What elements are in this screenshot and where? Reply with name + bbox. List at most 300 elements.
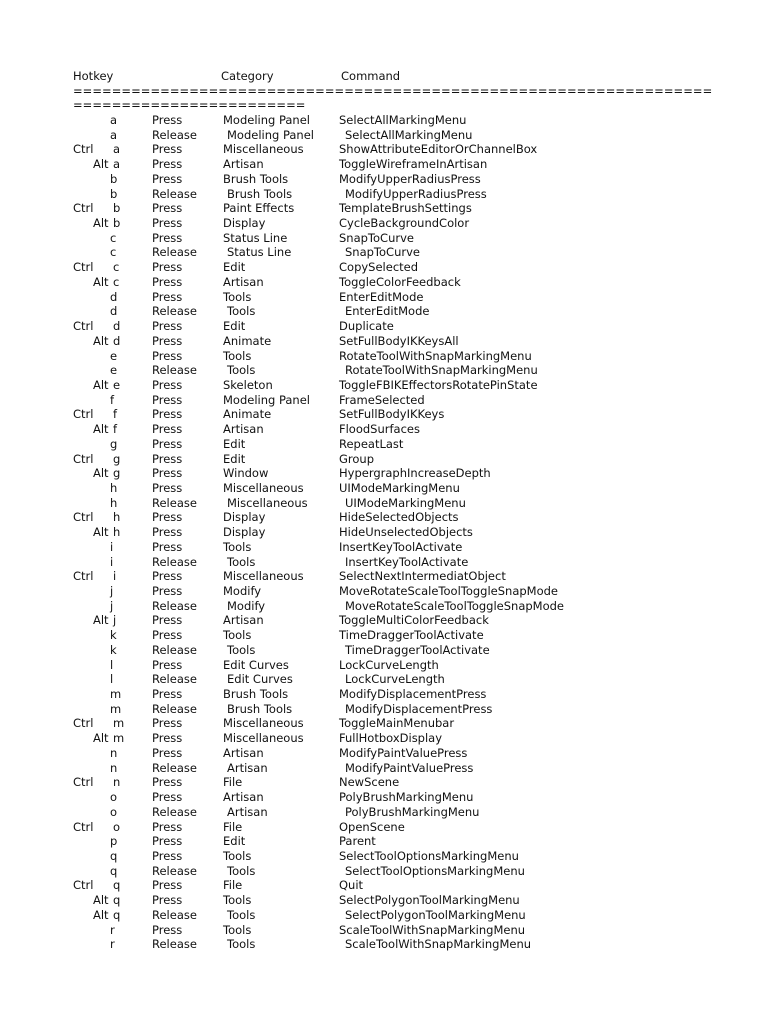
category-cell: Artisan bbox=[227, 804, 268, 819]
action-cell: Release bbox=[152, 907, 197, 922]
category-cell: Artisan bbox=[223, 274, 264, 289]
modifier-cell: Alt bbox=[93, 216, 109, 231]
action-cell: Press bbox=[152, 436, 183, 451]
key-cell: j bbox=[113, 613, 117, 628]
action-cell: Release bbox=[152, 186, 197, 201]
table-row bbox=[0, 761, 768, 776]
category-cell: Display bbox=[223, 525, 266, 540]
command-cell: FloodSurfaces bbox=[339, 422, 420, 437]
command-cell: SelectPolygonToolMarkingMenu bbox=[345, 907, 526, 922]
command-cell: OpenScene bbox=[339, 819, 405, 834]
key-cell: b bbox=[110, 186, 118, 201]
table-row bbox=[0, 849, 768, 864]
table-row bbox=[0, 687, 768, 702]
table-row bbox=[0, 393, 768, 408]
key-cell: n bbox=[110, 760, 118, 775]
table-row bbox=[0, 407, 768, 422]
action-cell: Release bbox=[152, 554, 197, 569]
category-cell: Modeling Panel bbox=[227, 127, 314, 142]
action-cell: Press bbox=[152, 333, 183, 348]
action-cell: Press bbox=[152, 407, 183, 422]
command-cell: ToggleMainMenubar bbox=[339, 716, 455, 731]
category-cell: Modify bbox=[223, 584, 262, 598]
action-cell: Release bbox=[152, 495, 197, 510]
category-cell: Artisan bbox=[223, 422, 264, 437]
key-cell: q bbox=[110, 848, 118, 863]
action-cell: Press bbox=[152, 451, 183, 466]
category-cell: Status Line bbox=[223, 230, 288, 245]
table-row bbox=[0, 319, 768, 334]
category-cell: Tools bbox=[223, 348, 252, 363]
key-cell: m bbox=[110, 701, 122, 716]
key-cell: h bbox=[113, 510, 121, 525]
key-cell: k bbox=[110, 628, 117, 643]
key-cell: i bbox=[110, 554, 114, 569]
table-row bbox=[0, 643, 768, 658]
key-cell: b bbox=[110, 171, 118, 186]
table-row bbox=[0, 746, 768, 761]
key-cell: n bbox=[110, 745, 118, 760]
table-row bbox=[0, 805, 768, 820]
category-cell: Tools bbox=[227, 863, 256, 878]
action-cell: Press bbox=[152, 525, 183, 540]
action-cell: Release bbox=[152, 701, 197, 716]
command-cell: ToggleWireframeInArtisan bbox=[339, 157, 488, 172]
category-cell: Miscellaneous bbox=[223, 480, 304, 495]
key-cell: d bbox=[110, 289, 118, 304]
command-cell: SelectAllMarkingMenu bbox=[345, 127, 473, 142]
key-cell: c bbox=[110, 230, 117, 245]
command-cell: ModifyUpperRadiusPress bbox=[339, 171, 481, 186]
key-cell: r bbox=[110, 922, 115, 937]
action-cell: Release bbox=[152, 760, 197, 775]
command-cell: LockCurveLength bbox=[345, 672, 445, 687]
table-row bbox=[0, 628, 768, 643]
key-cell: d bbox=[113, 333, 121, 348]
key-cell: d bbox=[113, 319, 121, 334]
table-row bbox=[0, 790, 768, 805]
command-cell: InsertKeyToolActivate bbox=[339, 539, 463, 554]
command-cell: InsertKeyToolActivate bbox=[345, 554, 469, 569]
category-cell: Miscellaneous bbox=[223, 731, 304, 746]
table-row bbox=[0, 878, 768, 893]
action-cell: Press bbox=[152, 466, 183, 481]
action-cell: Press bbox=[152, 893, 183, 908]
action-cell: Press bbox=[152, 201, 183, 216]
action-cell: Press bbox=[152, 731, 183, 746]
key-cell: o bbox=[110, 790, 118, 805]
category-cell: Artisan bbox=[227, 760, 268, 775]
modifier-cell: Ctrl bbox=[73, 510, 94, 525]
key-cell: i bbox=[113, 569, 117, 584]
table-row bbox=[0, 275, 768, 290]
category-cell: Brush Tools bbox=[227, 701, 293, 716]
key-cell: e bbox=[110, 363, 118, 378]
action-cell: Press bbox=[152, 157, 183, 172]
action-cell: Press bbox=[152, 274, 183, 289]
command-cell: TimeDraggerToolActivate bbox=[339, 628, 484, 643]
table-row bbox=[0, 216, 768, 231]
category-cell: Skeleton bbox=[223, 377, 273, 392]
table-row bbox=[0, 908, 768, 923]
command-cell: UIModeMarkingMenu bbox=[339, 480, 460, 495]
action-cell: Release bbox=[152, 304, 197, 319]
table-row bbox=[0, 378, 768, 393]
table-row bbox=[0, 128, 768, 143]
command-cell: SetFullBodyIKKeysAll bbox=[339, 333, 459, 348]
command-cell: HypergraphIncreaseDepth bbox=[339, 466, 491, 481]
action-cell: Press bbox=[152, 790, 183, 805]
action-cell: Press bbox=[152, 319, 183, 334]
command-cell: ToggleColorFeedback bbox=[339, 274, 461, 289]
category-cell: Edit bbox=[223, 260, 246, 275]
key-cell: q bbox=[113, 907, 121, 922]
table-row bbox=[0, 466, 768, 481]
action-cell: Press bbox=[152, 834, 183, 849]
key-cell: o bbox=[110, 804, 118, 819]
table-row bbox=[0, 820, 768, 835]
action-cell: Press bbox=[152, 687, 183, 702]
action-cell: Press bbox=[152, 878, 183, 893]
key-cell: g bbox=[110, 436, 118, 451]
command-cell: RepeatLast bbox=[339, 436, 404, 451]
category-cell: Tools bbox=[223, 539, 252, 554]
command-cell: FullHotboxDisplay bbox=[339, 731, 443, 746]
table-row bbox=[0, 245, 768, 260]
category-cell: Paint Effects bbox=[223, 201, 295, 216]
category-cell: Modeling Panel bbox=[223, 392, 310, 407]
key-cell: a bbox=[110, 113, 118, 127]
command-cell: MoveRotateScaleToolToggleSnapMode bbox=[339, 584, 559, 598]
category-cell: Brush Tools bbox=[223, 687, 289, 702]
command-cell: SelectToolOptionsMarkingMenu bbox=[339, 848, 519, 863]
table-row bbox=[0, 599, 768, 614]
key-cell: m bbox=[110, 687, 122, 702]
command-cell: MoveRotateScaleToolToggleSnapMode bbox=[345, 598, 565, 613]
command-cell: EnterEditMode bbox=[339, 289, 424, 304]
category-cell: Brush Tools bbox=[227, 186, 293, 201]
modifier-cell: Ctrl bbox=[73, 819, 94, 834]
action-cell: Press bbox=[152, 480, 183, 495]
command-cell: ScaleToolWithSnapMarkingMenu bbox=[339, 922, 526, 937]
category-cell: Display bbox=[223, 510, 266, 525]
modifier-cell: Ctrl bbox=[73, 451, 94, 466]
key-cell: q bbox=[113, 893, 121, 908]
command-cell: ScaleToolWithSnapMarkingMenu bbox=[345, 937, 532, 952]
table-row bbox=[0, 525, 768, 540]
command-cell: ToggleFBIKEffectorsRotatePinState bbox=[339, 377, 538, 392]
table-row bbox=[0, 437, 768, 452]
category-cell: Tools bbox=[223, 628, 252, 643]
key-cell: a bbox=[113, 157, 121, 172]
action-cell: Release bbox=[152, 598, 197, 613]
category-cell: File bbox=[223, 819, 243, 834]
table-row bbox=[0, 672, 768, 687]
action-cell: Press bbox=[152, 819, 183, 834]
key-cell: a bbox=[113, 142, 121, 157]
modifier-cell: Alt bbox=[93, 157, 109, 172]
category-cell: Tools bbox=[227, 907, 256, 922]
key-cell: o bbox=[113, 819, 121, 834]
table-row bbox=[0, 864, 768, 879]
category-cell: Edit bbox=[223, 436, 246, 451]
action-cell: Press bbox=[152, 230, 183, 245]
category-cell: Tools bbox=[227, 642, 256, 657]
modifier-cell: Alt bbox=[93, 731, 109, 746]
command-cell: HideUnselectedObjects bbox=[339, 525, 473, 540]
key-cell: n bbox=[113, 775, 121, 790]
category-cell: Animate bbox=[223, 407, 272, 422]
action-cell: Press bbox=[152, 716, 183, 731]
command-cell: PolyBrushMarkingMenu bbox=[339, 790, 474, 805]
action-cell: Press bbox=[152, 377, 183, 392]
hotkey-column-header: Hotkey bbox=[73, 69, 114, 83]
action-cell: Press bbox=[152, 392, 183, 407]
action-cell: Release bbox=[152, 937, 197, 952]
modifier-cell: Ctrl bbox=[73, 878, 94, 893]
category-cell: Status Line bbox=[227, 245, 292, 260]
action-cell: Press bbox=[152, 171, 183, 186]
category-cell: Tools bbox=[227, 304, 256, 319]
key-cell: l bbox=[110, 672, 114, 687]
category-cell: Tools bbox=[223, 893, 252, 908]
command-cell: Duplicate bbox=[339, 319, 394, 334]
modifier-cell: Alt bbox=[93, 422, 109, 437]
separator-rule-line: ================================================================== bbox=[73, 84, 713, 98]
category-cell: Tools bbox=[223, 922, 252, 937]
category-cell: Edit Curves bbox=[227, 672, 293, 687]
table-row bbox=[0, 731, 768, 746]
table-row bbox=[0, 334, 768, 349]
command-cell: RotateToolWithSnapMarkingMenu bbox=[345, 363, 538, 378]
command-cell: PolyBrushMarkingMenu bbox=[345, 804, 480, 819]
category-cell: Tools bbox=[223, 848, 252, 863]
category-cell: Tools bbox=[227, 937, 256, 952]
table-row bbox=[0, 716, 768, 731]
category-cell: Modeling Panel bbox=[223, 113, 310, 127]
action-cell: Press bbox=[152, 848, 183, 863]
category-cell: File bbox=[223, 775, 243, 790]
action-cell: Press bbox=[152, 569, 183, 584]
modifier-cell: Ctrl bbox=[73, 260, 94, 275]
table-row bbox=[0, 349, 768, 364]
modifier-cell: Alt bbox=[93, 274, 109, 289]
action-cell: Press bbox=[152, 745, 183, 760]
key-cell: c bbox=[113, 274, 120, 289]
key-cell: j bbox=[110, 584, 114, 598]
category-cell: Modify bbox=[227, 598, 266, 613]
key-cell: g bbox=[113, 466, 121, 481]
table-row bbox=[0, 510, 768, 525]
modifier-cell: Alt bbox=[93, 333, 109, 348]
command-cell: SnapToCurve bbox=[339, 230, 414, 245]
action-cell: Release bbox=[152, 804, 197, 819]
key-cell: f bbox=[110, 392, 115, 407]
table-row bbox=[0, 584, 768, 599]
table-row bbox=[0, 481, 768, 496]
command-cell: SelectNextIntermediatObject bbox=[339, 569, 506, 584]
table-row bbox=[0, 142, 768, 157]
command-cell: ModifyDisplacementPress bbox=[339, 687, 487, 702]
table-row bbox=[0, 157, 768, 172]
category-cell: Artisan bbox=[223, 613, 264, 628]
table-row bbox=[0, 187, 768, 202]
table-row bbox=[0, 613, 768, 628]
action-cell: Press bbox=[152, 628, 183, 643]
category-cell: Miscellaneous bbox=[227, 495, 308, 510]
command-column-header: Command bbox=[341, 69, 401, 83]
action-cell: Press bbox=[152, 348, 183, 363]
action-cell: Press bbox=[152, 289, 183, 304]
table-row bbox=[0, 231, 768, 246]
key-cell: l bbox=[110, 657, 114, 672]
key-cell: e bbox=[110, 348, 118, 363]
modifier-cell: Ctrl bbox=[73, 407, 94, 422]
modifier-cell: Ctrl bbox=[73, 775, 94, 790]
category-column-header: Category bbox=[221, 69, 274, 83]
command-cell: Group bbox=[339, 451, 375, 466]
modifier-cell: Alt bbox=[93, 377, 109, 392]
category-cell: Artisan bbox=[223, 745, 264, 760]
table-row bbox=[0, 496, 768, 511]
action-cell: Release bbox=[152, 363, 197, 378]
separator-rule-line-continued: ======================== bbox=[73, 98, 306, 112]
key-cell: d bbox=[110, 304, 118, 319]
table-row bbox=[0, 923, 768, 938]
command-cell: ModifyPaintValuePress bbox=[339, 745, 468, 760]
modifier-cell: Ctrl bbox=[73, 201, 94, 216]
table-row bbox=[0, 775, 768, 790]
category-cell: Window bbox=[223, 466, 269, 481]
modifier-cell: Alt bbox=[93, 613, 109, 628]
key-cell: c bbox=[113, 260, 120, 275]
table-row bbox=[0, 452, 768, 467]
key-cell: c bbox=[110, 245, 117, 260]
modifier-cell: Ctrl bbox=[73, 569, 94, 584]
modifier-cell: Alt bbox=[93, 466, 109, 481]
command-cell: LockCurveLength bbox=[339, 657, 439, 672]
key-cell: b bbox=[113, 216, 121, 231]
category-cell: Miscellaneous bbox=[223, 716, 304, 731]
category-cell: Edit bbox=[223, 834, 246, 849]
command-cell: CycleBackgroundColor bbox=[339, 216, 470, 231]
command-cell: FrameSelected bbox=[339, 392, 425, 407]
action-cell: Press bbox=[152, 539, 183, 554]
category-cell: Tools bbox=[227, 554, 256, 569]
category-cell: Display bbox=[223, 216, 266, 231]
table-row bbox=[0, 937, 768, 952]
key-cell: f bbox=[113, 407, 118, 422]
action-cell: Press bbox=[152, 584, 183, 598]
table-row bbox=[0, 363, 768, 378]
table-row bbox=[0, 658, 768, 673]
command-cell: UIModeMarkingMenu bbox=[345, 495, 466, 510]
modifier-cell: Ctrl bbox=[73, 716, 94, 731]
command-cell: CopySelected bbox=[339, 260, 419, 275]
table-row bbox=[0, 834, 768, 849]
action-cell: Release bbox=[152, 127, 197, 142]
category-cell: Edit bbox=[223, 319, 246, 334]
key-cell: h bbox=[110, 480, 118, 495]
category-cell: Tools bbox=[223, 289, 252, 304]
command-cell: TemplateBrushSettings bbox=[339, 201, 472, 216]
action-cell: Press bbox=[152, 113, 183, 127]
command-cell: RotateToolWithSnapMarkingMenu bbox=[339, 348, 532, 363]
action-cell: Press bbox=[152, 142, 183, 157]
command-cell: Quit bbox=[339, 878, 364, 893]
category-cell: File bbox=[223, 878, 243, 893]
key-cell: h bbox=[110, 495, 118, 510]
key-cell: g bbox=[113, 451, 121, 466]
command-cell: SnapToCurve bbox=[345, 245, 420, 260]
modifier-cell: Ctrl bbox=[73, 142, 94, 157]
category-cell: Miscellaneous bbox=[223, 569, 304, 584]
action-cell: Press bbox=[152, 510, 183, 525]
category-cell: Edit Curves bbox=[223, 657, 289, 672]
category-cell: Tools bbox=[227, 363, 256, 378]
key-cell: h bbox=[113, 525, 121, 540]
command-cell: Parent bbox=[339, 834, 376, 849]
command-cell: EnterEditMode bbox=[345, 304, 430, 319]
command-cell: ToggleMultiColorFeedback bbox=[339, 613, 489, 628]
table-row bbox=[0, 290, 768, 305]
modifier-cell: Ctrl bbox=[73, 319, 94, 334]
key-cell: e bbox=[113, 377, 121, 392]
modifier-cell: Alt bbox=[93, 907, 109, 922]
action-cell: Press bbox=[152, 260, 183, 275]
table-row bbox=[0, 555, 768, 570]
command-cell: ModifyDisplacementPress bbox=[345, 701, 493, 716]
category-cell: Edit bbox=[223, 451, 246, 466]
command-cell: ShowAttributeEditorOrChannelBox bbox=[339, 142, 538, 157]
key-cell: j bbox=[110, 598, 114, 613]
table-row bbox=[0, 260, 768, 275]
action-cell: Release bbox=[152, 672, 197, 687]
action-cell: Press bbox=[152, 216, 183, 231]
table-row bbox=[0, 172, 768, 187]
key-cell: k bbox=[110, 642, 117, 657]
action-cell: Press bbox=[152, 657, 183, 672]
modifier-cell: Alt bbox=[93, 525, 109, 540]
category-cell: Artisan bbox=[223, 157, 264, 172]
table-row bbox=[0, 893, 768, 908]
table-row bbox=[0, 569, 768, 584]
key-cell: f bbox=[113, 422, 118, 437]
table-row bbox=[0, 540, 768, 555]
command-cell: ModifyPaintValuePress bbox=[345, 760, 474, 775]
table-row bbox=[0, 702, 768, 717]
action-cell: Release bbox=[152, 863, 197, 878]
action-cell: Release bbox=[152, 642, 197, 657]
table-row bbox=[0, 201, 768, 216]
action-cell: Press bbox=[152, 775, 183, 790]
table-row bbox=[0, 422, 768, 437]
column-header-row bbox=[0, 69, 768, 84]
command-cell: TimeDraggerToolActivate bbox=[345, 642, 490, 657]
command-cell: SelectAllMarkingMenu bbox=[339, 113, 467, 127]
key-cell: m bbox=[113, 731, 125, 746]
key-cell: r bbox=[110, 937, 115, 952]
key-cell: m bbox=[113, 716, 125, 731]
command-cell: HideSelectedObjects bbox=[339, 510, 459, 525]
table-row bbox=[0, 113, 768, 128]
key-cell: p bbox=[110, 834, 118, 849]
table-row bbox=[0, 304, 768, 319]
key-cell: q bbox=[110, 863, 118, 878]
action-cell: Release bbox=[152, 245, 197, 260]
category-cell: Brush Tools bbox=[223, 171, 289, 186]
modifier-cell: Alt bbox=[93, 893, 109, 908]
